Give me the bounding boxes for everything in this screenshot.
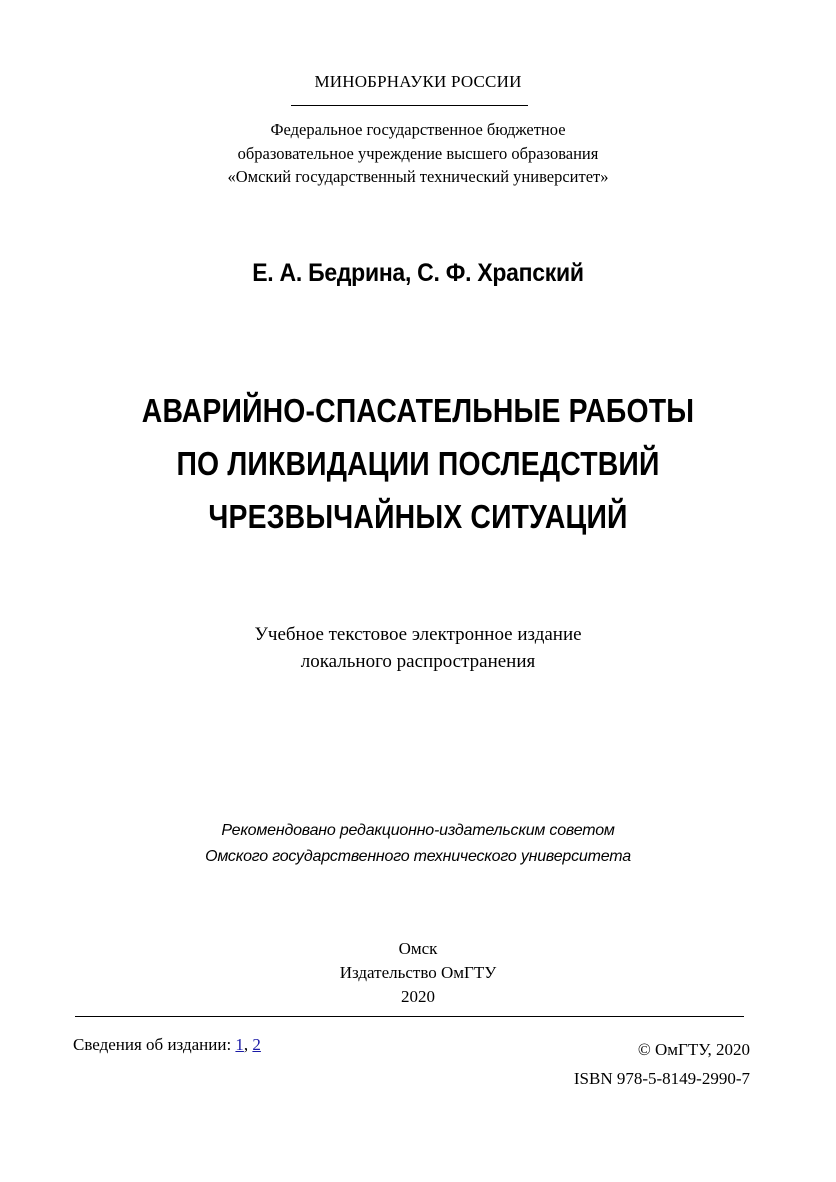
institution-line: Федеральное государственное бюджетное (270, 120, 566, 139)
institution-line: «Омский государственный технический университет» (227, 167, 609, 186)
copyright-block (574, 1035, 750, 1093)
institution-name (0, 118, 836, 189)
recommendation-line: Омского государственного технического университета (205, 848, 631, 865)
title-line: ЧРЕЗВЫЧАЙНЫХ СИТУАЦИЙ (208, 498, 628, 535)
institution-line: образовательное учреждение высшего образования (237, 143, 599, 163)
edition-info-link-1[interactable]: 1 (235, 1035, 244, 1054)
edition-type (0, 621, 836, 675)
recommendation-line: Рекомендовано редакционно-издательским советом (221, 822, 615, 839)
recommendation-note (0, 818, 836, 870)
edition-type-line: локального распространения (300, 651, 536, 672)
ministry-underline (291, 105, 528, 106)
edition-info-label: Сведения об издании: (73, 1035, 236, 1054)
edition-info (73, 1035, 261, 1055)
edition-info-link-2[interactable]: 2 (252, 1035, 261, 1054)
authors: Е. А. Бедрина, С. Ф. Храпский (252, 259, 584, 287)
imprint-publisher: Издательство ОмГТУ (339, 963, 497, 982)
imprint-year: 2020 (401, 987, 435, 1006)
book-title (59, 384, 778, 543)
edition-type-line: Учебное текстовое электронное издание (254, 624, 582, 645)
imprint (0, 937, 836, 1009)
imprint-city: Омск (398, 939, 438, 958)
ministry-name: МИНОБРНАУКИ РОССИИ (314, 72, 522, 91)
isbn-text: ISBN 978-5-8149-2990-7 (573, 1069, 750, 1088)
footer-divider (75, 1016, 744, 1017)
edition-info-separator: , (243, 1035, 253, 1054)
title-line: ПО ЛИКВИДАЦИИ ПОСЛЕДСТВИЙ (176, 445, 660, 482)
copyright-text: © ОмГТУ, 2020 (637, 1040, 750, 1059)
title-line: АВАРИЙНО-СПАСАТЕЛЬНЫЕ РАБОТЫ (141, 392, 695, 429)
